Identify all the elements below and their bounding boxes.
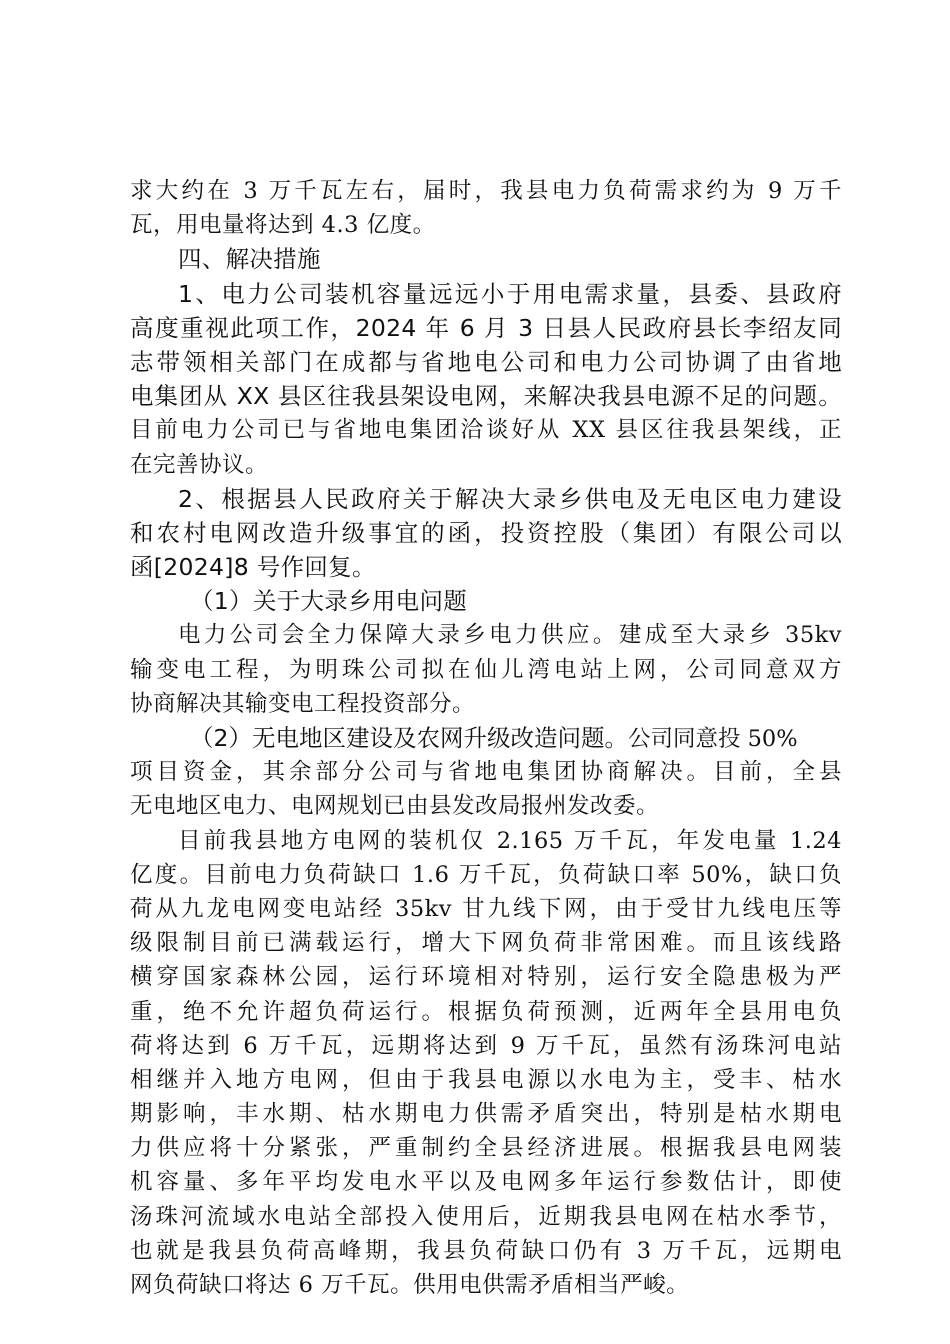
paragraph-line: 2、根据县人民政府关于解决大录乡供电及无电区电力建设 <box>178 484 842 513</box>
paragraph-line: 荷从九龙电网变电站经 35kv 甘九线下网，由于受甘九线电压等 <box>130 895 842 922</box>
paragraph-line: 力供应将十分紧张，严重制约全县经济进展。根据我县电网装 <box>130 1135 842 1162</box>
paragraph-line: 机容量、多年平均发电水平以及电网多年运行参数估计，即使 <box>130 1169 842 1196</box>
paragraph-line: 网负荷缺口将达 6 万千瓦。供用电供需矛盾相当严峻。 <box>130 1272 690 1298</box>
paragraph-line: 期影响，丰水期、枯水期电力供需矛盾突出，特别是枯水期电 <box>130 1101 842 1128</box>
document-page <box>130 174 842 1302</box>
paragraph-line: 协商解决其输变电工程投资部分。 <box>130 690 476 717</box>
paragraph-line: 和农村电网改造升级事宜的函，投资控股（集团）有限公司以 <box>130 518 842 547</box>
paragraph-line: 输变电工程，为明珠公司拟在仙儿湾电站上网，公司同意双方 <box>130 656 842 683</box>
paragraph-line: 项目资金，其余部分公司与省地电集团协商解决。目前，全县 <box>130 759 842 786</box>
paragraph-line: 亿度。目前电力负荷缺口 1.6 万千瓦，负荷缺口率 50%，缺口负 <box>130 861 842 888</box>
subsection-heading: （2）无电地区建设及农网升级改造问题。 <box>190 724 628 752</box>
paragraph-line: 相继并入地方电网，但由于我县电源以水电为主，受丰、枯水 <box>130 1066 842 1093</box>
paragraph-line: 电集团从 XX 县区往我县架设电网，来解决我县电源不足的问题。 <box>130 382 842 411</box>
paragraph-line: 瓦，用电量将达到 4.3 亿度。 <box>130 212 436 239</box>
paragraph-line: 高度重视此项工作，2024 年 6 月 3 日县人民政府县长李绍友同 <box>130 313 842 342</box>
paragraph-line: 重，绝不允许超负荷运行。根据负荷预测，近两年全县用电负 <box>130 998 842 1025</box>
paragraph-line: 也就是我县负荷高峰期，我县负荷缺口仍有 3 万千瓦，远期电 <box>130 1237 842 1264</box>
subsection-heading: （1）关于大录乡用电问题 <box>190 587 468 616</box>
paragraph-line: 汤珠河流域水电站全部投入使用后，近期我县电网在枯水季节， <box>130 1203 842 1230</box>
paragraph-line: 目前电力公司已与省地电集团洽谈好从 XX 县区往我县架线，正 <box>130 417 842 444</box>
section-heading: 四、解决措施 <box>178 245 321 274</box>
paragraph-line: 电力公司会全力保障大录乡电力供应。建成至大录乡 35kv <box>178 622 842 649</box>
paragraph-line: 级限制目前已满载运行，增大下网负荷非常困难。而且该线路 <box>130 930 842 957</box>
paragraph-line: 荷将达到 6 万千瓦，远期将达到 9 万千瓦，虽然有汤珠河电站 <box>130 1032 842 1059</box>
paragraph-text: 公司同意投 50% <box>627 726 798 752</box>
paragraph-line: 目前我县地方电网的装机仅 2.165 万千瓦，年发电量 1.24 <box>178 827 842 854</box>
paragraph-line: 函[2024]8 号作回复。 <box>130 553 376 582</box>
paragraph-line: 志带领相关部门在成都与省地电公司和电力公司协调了由省地 <box>130 347 842 376</box>
paragraph-line: 无电地区电力、电网规划已由县发改局报州发改委。 <box>130 793 660 820</box>
subsection-heading-line <box>130 721 842 755</box>
paragraph-line: 1、电力公司装机容量远远小于用电需求量，县委、县政府 <box>178 279 842 308</box>
paragraph-line: 求大约在 3 万千瓦左右，届时，我县电力负荷需求约为 9 万千 <box>130 178 842 204</box>
paragraph-line: 横穿国家森林公园，运行环境相对特别，运行安全隐患极为严 <box>130 964 842 991</box>
paragraph-line: 在完善协议。 <box>130 451 269 478</box>
